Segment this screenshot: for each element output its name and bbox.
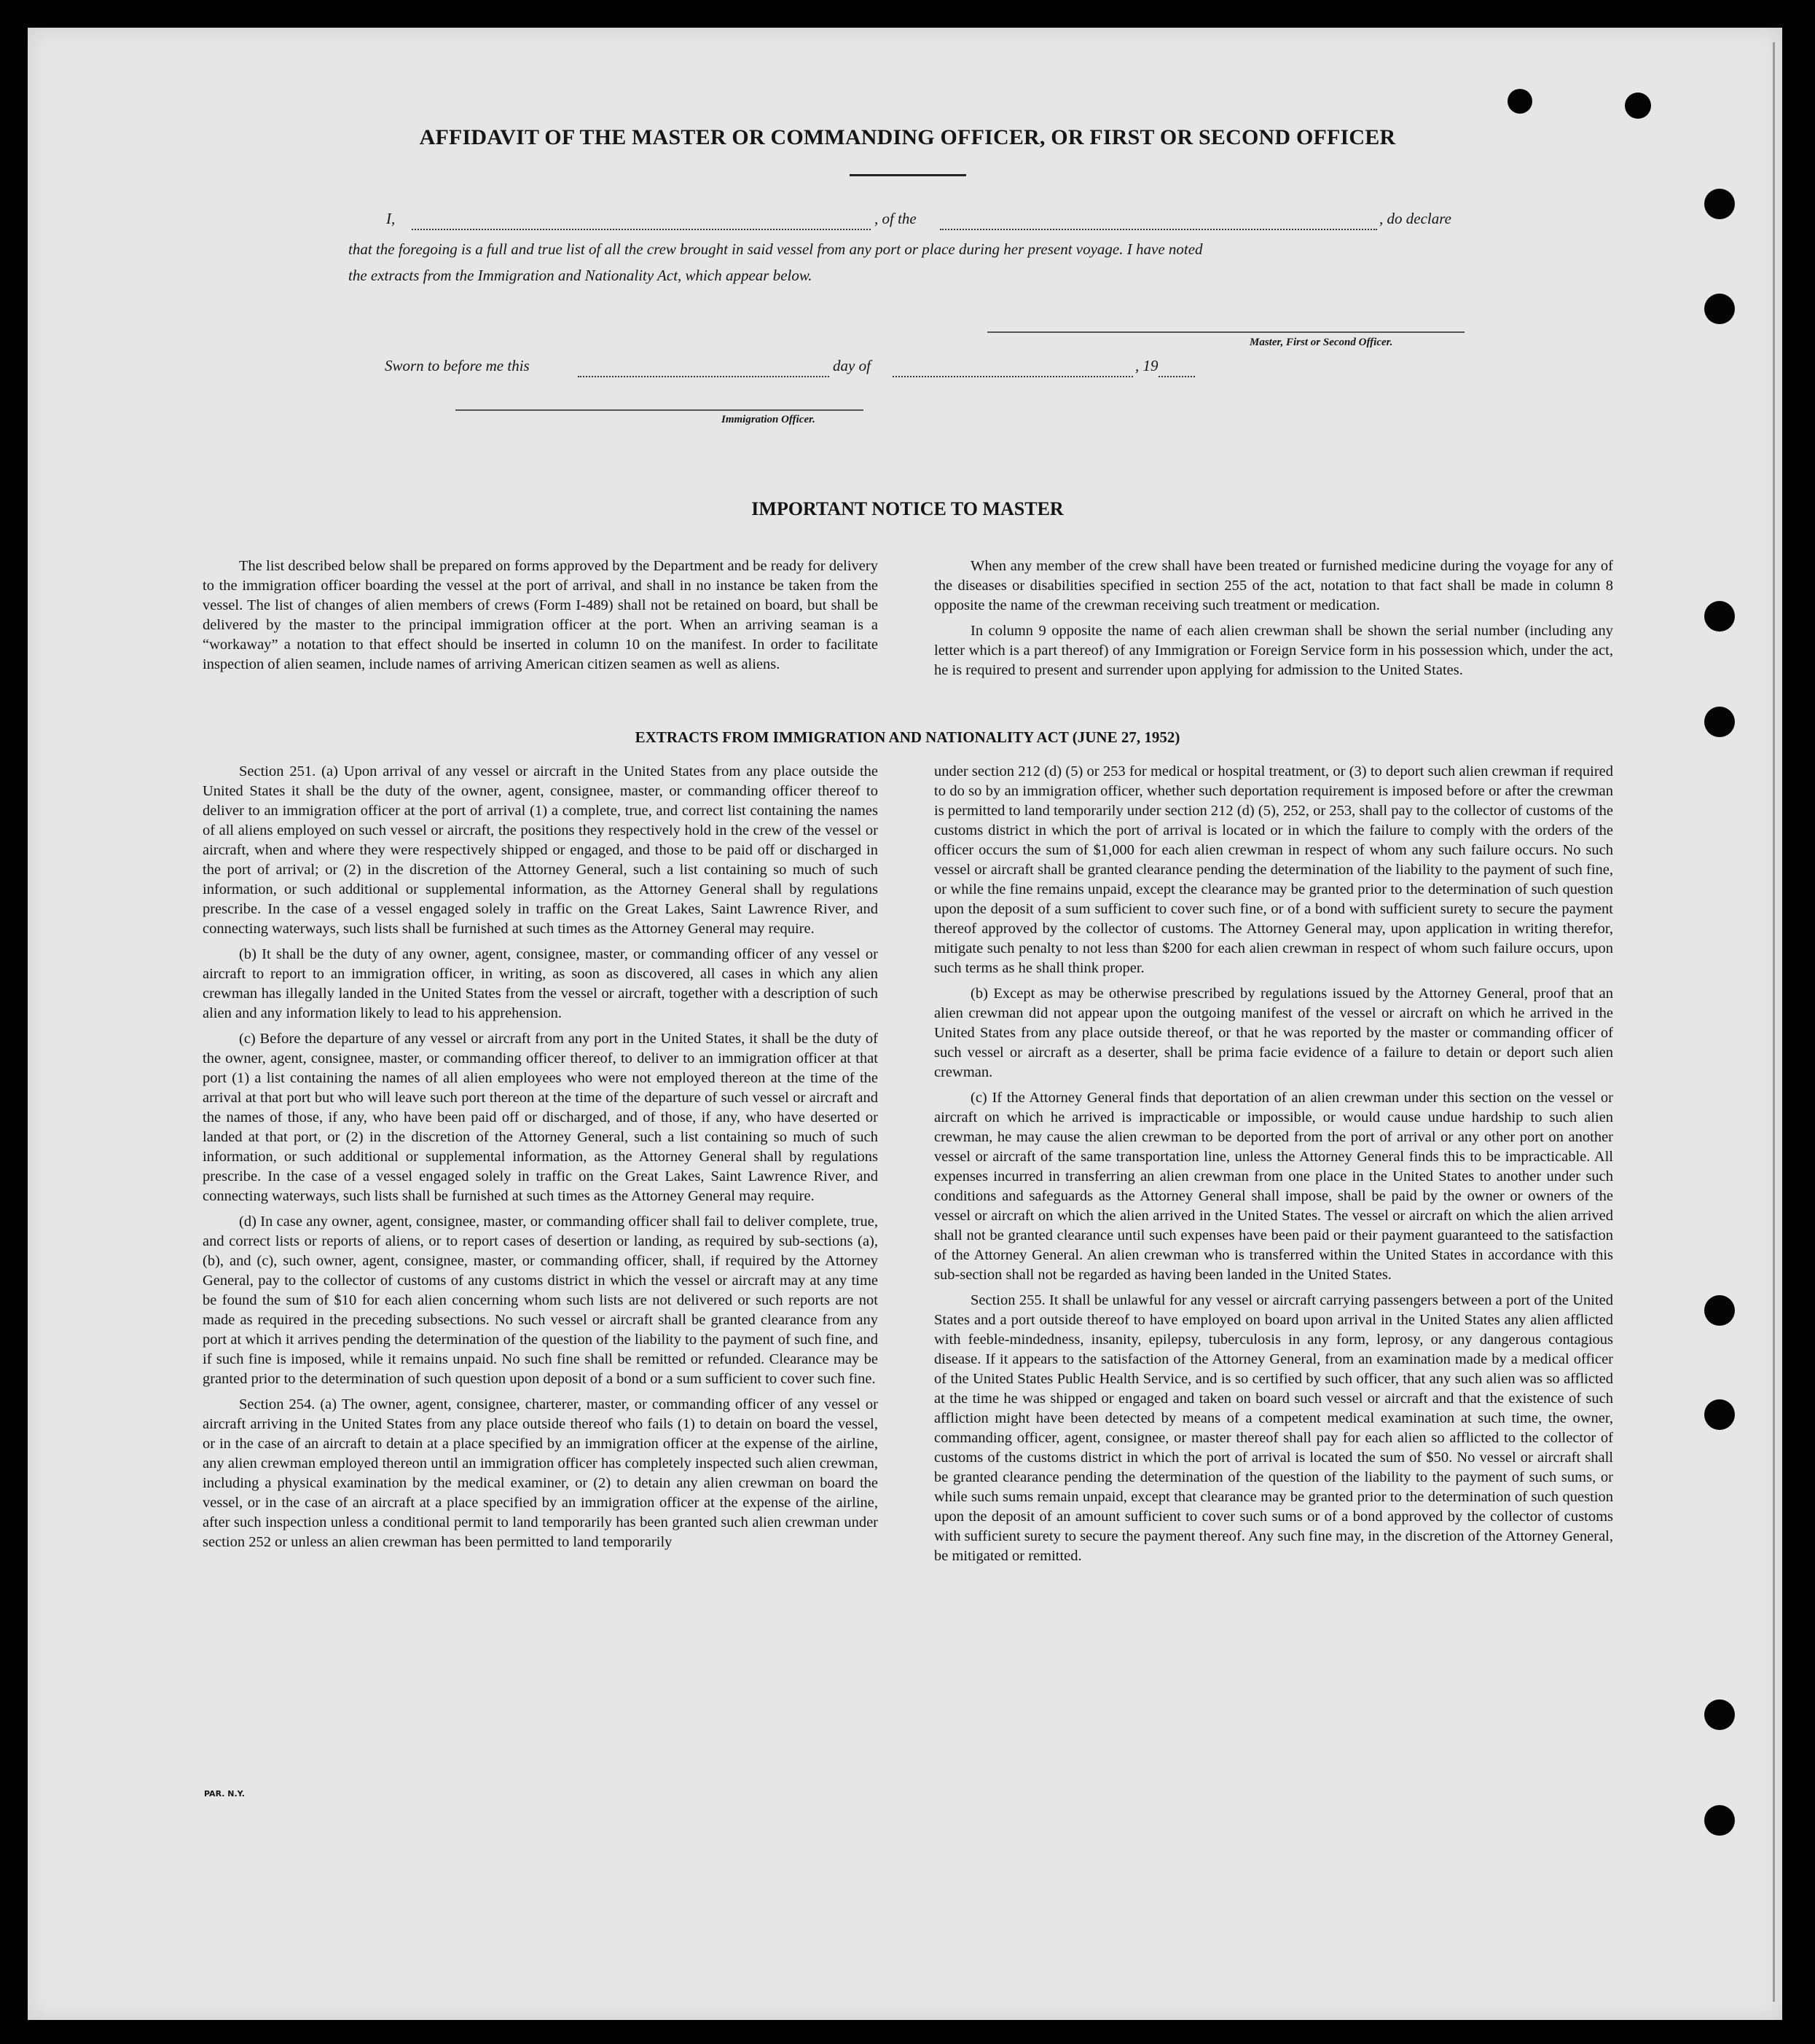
page-edge-line	[1773, 42, 1775, 2002]
notice-paragraph: In column 9 opposite the name of each alien crewman shall be shown the serial number (including any letter which is a part thereof) of any Immigration or Foreign Service form in his possession which, under the act, he is required to present and surrender upon applying for admission to the United States.	[934, 623, 1613, 678]
officer-signature-label: Immigration Officer.	[721, 414, 815, 425]
punch-hole	[1704, 189, 1735, 219]
act-section-paragraph: (c) Before the departure of any vessel or aircraft from any port in the United States, it shall be the duty of the owner, agent, consignee, master, or commanding officer thereof, to deliver to an immigration officer at that port (1) a list containing the names of all alien employees who were not employed thereon at the time of the arrival at that port but who will leave such port thereon at the time of the departure of such vessel or aircraft and the names of those, if any, who have been paid off or discharged, and of those, if any, who have deserted or landed at that port, or (2) in the discretion of the Attorney General, such a list containing so much of such information, or such additional or supplemental information, as the Attorney General shall by regulations prescribe. In the case of a vessel engaged solely in traffic on the Great Lakes, Saint Lawrence River, and connecting waterways, such lists shall be furnished at such times as the Attorney General may require.	[203, 1031, 878, 1204]
extracts-left-column	[203, 762, 878, 1558]
act-section-paragraph: (b) Except as may be otherwise prescribed by regulations issued by the Attorney General, proof that an alien crewman did not appear upon the outgoing manifest of the vessel or aircraft on which he arrived in the United States from any place outside thereof, or that he was reported by the master or commanding officer of such vessel or aircraft as a deserter, shall be prima facie evidence of a failure to detain or deport such alien crewman.	[934, 986, 1613, 1080]
punch-hole	[1704, 601, 1735, 632]
vessel-name-field[interactable]	[940, 227, 1377, 230]
punch-hole	[1704, 1399, 1735, 1430]
punch-hole	[1508, 89, 1532, 114]
printer-mark: PAR. N.Y.	[204, 1789, 245, 1799]
act-section-paragraph: (c) If the Attorney General finds that deportation of an alien crewman under this section on the vessel or aircraft on which he arrived is impracticable or impossible, or would cause undue hardship to such alien crewman, he may cause the alien crewman to be deported from the port of arrival or any other port on another vessel or aircraft of the same transportation line, unless the Attorney General finds this to be impracticable. All expenses incurred in transferring an alien crewman from one place in the United States to another under such conditions and safeguards as the Attorney General shall impose, shall be paid by the owner or owners of the vessel or aircraft on which the alien arrived in the United States. The vessel or aircraft on which the alien arrived shall not be granted clearance until such expenses have been paid or their payment guaranteed to the satisfaction of the Attorney General. An alien crewman who is transferred within the United States in accordance with this sub-section shall not be regarded as having been landed in the United States.	[934, 1090, 1613, 1283]
punch-hole	[1704, 294, 1735, 324]
title-underline	[850, 174, 966, 176]
punch-hole	[1704, 1699, 1735, 1730]
day-of-label: day of	[833, 357, 871, 374]
affidavit-i-label: I,	[386, 210, 396, 227]
act-section-paragraph: under section 212 (d) (5) or 253 for medical or hospital treatment, or (3) to deport such alien crewman if required to do so by an immigration officer, whether such deportation requirement is imposed before or after the crewman is permitted to land temporarily under section 212 (d) (5), 252, or 253, shall pay to the collector of customs of the customs district in which the port of arrival is located or in which the failure to comply with the orders of the officer occurs the sum of $1,000 for each alien crewman in respect of whom any such failure occurs. No such vessel or aircraft shall be granted clearance pending the determination of the liability to the payment of such fine, or while the fine remains unpaid, except the clearance may be granted prior to the determination of such question upon the deposit of a sum sufficient to cover such fine, or of a bond with sufficient surety to secure the payment thereof approved by the collector of customs. The Attorney General may, upon application in writing therefor, mitigate such penalty to not less than $200 for each alien crewman in respect of whom such failure occurs, upon such terms as he shall think proper.	[934, 763, 1613, 976]
act-section-paragraph: Section 251. (a) Upon arrival of any vessel or aircraft in the United States from any place outside the United States it shall be the duty of the owner, agent, consignee, master, or commanding officer thereof to deliver to an immigration officer at the port of arrival (1) a complete, true, and correct list containing the names of all aliens employed on such vessel or aircraft, the positions they respectively hold in the crew of the vessel or aircraft, when and where they were respectively shipped or engaged, and those to be paid off or discharged in the port of arrival; or (2) in the discretion of the Attorney General, such a list containing so much of such information, or such additional or supplemental information, as the Attorney General shall by regulations prescribe. In the case of a vessel engaged solely in traffic on the Great Lakes, Saint Lawrence River, and connecting waterways, such lists shall be furnished at such times as the Attorney General may require.	[203, 763, 878, 937]
page-title: AFFIDAVIT OF THE MASTER OR COMMANDING OFFICER, OR FIRST OR SECOND OFFICER	[419, 125, 1396, 149]
sworn-month-field[interactable]	[893, 374, 1133, 377]
affidavit-statement-line: the extracts from the Immigration and Nationality Act, which appear below.	[348, 267, 812, 284]
extracts-heading: EXTRACTS FROM IMMIGRATION AND NATIONALITY ACT (JUNE 27, 1952)	[635, 728, 1180, 746]
sworn-day-field[interactable]	[578, 374, 829, 377]
officer-signature-line[interactable]	[455, 409, 863, 411]
act-section-paragraph: (b) It shall be the duty of any owner, agent, consignee, master, or commanding officer of any vessel or aircraft to report to an immigration officer, in writing, as soon as discovered, all cases in which any alien crewman has illegally landed in the United States from the vessel or aircraft, together with a description of such alien and any information likely to lead to his apprehension.	[203, 946, 878, 1021]
notice-paragraph: When any member of the crew shall have been treated or furnished medicine during the voyage for any of the diseases or disabilities specified in section 255 of the act, notation to that fact shall be made in column 8 opposite the name of the crewman receiving such treatment or medication.	[934, 558, 1613, 613]
punch-hole	[1625, 93, 1651, 119]
notice-heading: IMPORTANT NOTICE TO MASTER	[751, 498, 1064, 519]
affidavit-declare-label: , do declare	[1379, 210, 1451, 227]
affidavit-statement-line: that the foregoing is a full and true list of all the crew brought in said vessel from any port or place during her present voyage. I have noted	[348, 240, 1203, 258]
notice-right-column	[934, 557, 1613, 686]
notice-paragraph: The list described below shall be prepared on forms approved by the Department and be ready for delivery to the immigration officer boarding the vessel at the port of arrival, and shall in no instance be taken from the vessel. The list of changes of alien members of crews (Form I-489) shall not be retained on board, but shall be delivered by the master to the principal immigration officer at the port. When an arriving seaman is a “workaway” a notation to that effect should be inserted in column 10 on the manifest. In order to facilitate inspection of alien seamen, include names of arriving American citizen seamen as well as aliens.	[203, 558, 878, 672]
act-section-paragraph: (d) In case any owner, agent, consignee, master, or commanding officer shall fail to deliver complete, true, and correct lists or reports of aliens, or to report cases of desertion or landing, as required by sub-sections (a), (b), and (c), such owner, agent, consignee, master, or commanding officer, shall, if required by the Attorney General, pay to the collector of customs of any customs district in which the vessel or aircraft may at any time be found the sum of $10 for each alien concerning whom such lists are not delivered or such reports are not made as required in the preceding subsections. No such vessel or aircraft shall be granted clearance from any port at which it arrives pending the determination of the question of the liability to the payment of such fine, and if such fine is imposed, while it remains unpaid. No such fine shall be remitted or refunded. Clearance may be granted prior to the determination of such question upon deposit of a bond or a sum sufficient to cover such fine.	[203, 1214, 878, 1387]
notice-left-column	[203, 557, 878, 680]
master-signature-label: Master, First or Second Officer.	[1250, 337, 1393, 348]
act-section-paragraph: Section 254. (a) The owner, agent, consignee, charterer, master, or commanding officer of any vessel or aircraft arriving in the United States from any place outside thereof who fails (1) to detain on board the vessel, or in the case of an aircraft to detain at a place specified by an immigration officer at the expense of the airline, any alien crewman employed thereon until an immigration officer has completely inspected such alien crewman, including a physical examination by the medical examiner, or (2) to detain any alien crewman on board the vessel, or in the case of an aircraft at a place specified by an immigration officer at the expense of the airline, after such inspection unless a conditional permit to land temporarily has been granted such alien crewman under section 252 or unless an alien crewman has been permitted to land temporarily	[203, 1396, 878, 1550]
sworn-year-field[interactable]	[1159, 374, 1195, 377]
year-label: , 19	[1135, 357, 1159, 374]
extracts-right-column	[934, 762, 1613, 1572]
act-section-paragraph: Section 255. It shall be unlawful for any vessel or aircraft carrying passengers between a port of the United States and a port outside thereof to have employed on board upon arrival in the United States any alien afflicted with feeble-mindedness, insanity, epilepsy, tuberculosis in any form, leprosy, or any dangerous contagious disease. If it appears to the satisfaction of the Attorney General, from an examination made by a medical officer of the United States Public Health Service, and is so certified by such officer, that any such alien was so afflicted at the time he was shipped or engaged and taken on board such vessel or aircraft and that the existence of such affliction might have been detected by means of a competent medical examination at such time, the owner, commanding officer, agent, consignee, or master thereof shall pay for each alien so afflicted to the collector of customs of the customs district in which the port of arrival is located the sum of $50. No vessel or aircraft shall be granted clearance pending the determination of the question of the liability to the payment of such sums, or while such sums remain unpaid, except that clearance may be granted prior to the determination of such question upon the deposit of an amount sufficient to cover such sums or of a bond approved by the collector of customs with sufficient surety to secure the payment thereof. Any such fine may, in the discretion of the Attorney General, be mitigated or remitted.	[934, 1292, 1613, 1564]
punch-hole	[1704, 1295, 1735, 1326]
declarant-name-field[interactable]	[412, 227, 871, 230]
sworn-label: Sworn to before me this	[385, 357, 530, 374]
master-signature-line[interactable]	[987, 331, 1465, 333]
punch-hole	[1704, 1805, 1735, 1836]
affidavit-of-the-label: , of the	[874, 210, 917, 227]
